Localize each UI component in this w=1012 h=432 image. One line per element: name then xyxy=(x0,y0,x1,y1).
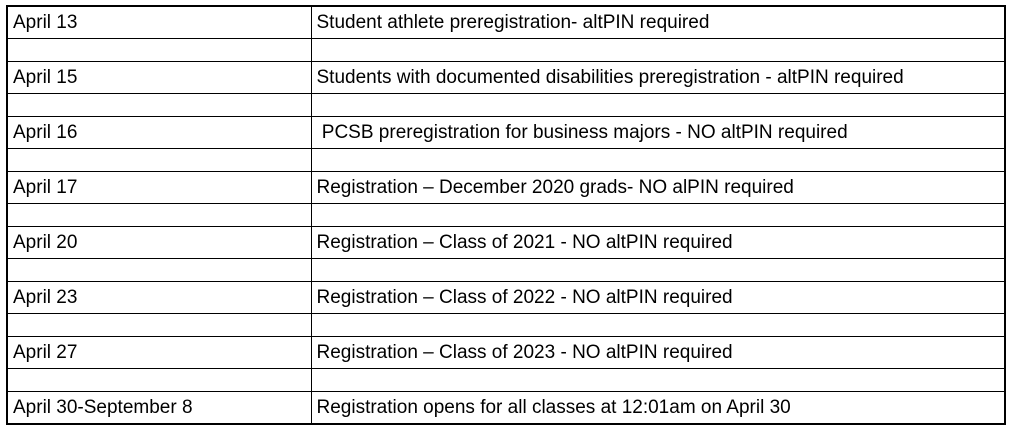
date-cell: April 27 xyxy=(7,337,311,369)
empty-cell xyxy=(311,314,1005,337)
date-cell: April 13 xyxy=(7,6,311,39)
date-cell: April 17 xyxy=(7,172,311,204)
event-cell: PCSB preregistration for business majors - NO altPIN required xyxy=(311,117,1005,149)
empty-cell xyxy=(311,259,1005,282)
table-row xyxy=(7,172,1005,204)
date-cell: April 30-September 8 xyxy=(7,392,311,425)
event-cell: Registration – Class of 2023 - NO altPIN required xyxy=(311,337,1005,369)
empty-cell xyxy=(311,369,1005,392)
empty-cell xyxy=(7,369,311,392)
empty-cell xyxy=(7,149,311,172)
empty-cell xyxy=(7,259,311,282)
table-row xyxy=(7,6,1005,39)
spacer-row xyxy=(7,314,1005,337)
event-cell: Registration – December 2020 grads- NO alPIN required xyxy=(311,172,1005,204)
spacer-row xyxy=(7,149,1005,172)
empty-cell xyxy=(311,204,1005,227)
event-cell: Registration opens for all classes at 12:01am on April 30 xyxy=(311,392,1005,425)
table-row xyxy=(7,392,1005,425)
event-cell: Student athlete preregistration- altPIN required xyxy=(311,6,1005,39)
empty-cell xyxy=(7,39,311,62)
empty-cell xyxy=(311,94,1005,117)
spacer-row xyxy=(7,204,1005,227)
empty-cell xyxy=(7,204,311,227)
registration-schedule-table xyxy=(6,5,1006,425)
empty-cell xyxy=(7,314,311,337)
event-cell: Registration – Class of 2022 - NO altPIN required xyxy=(311,282,1005,314)
date-cell: April 16 xyxy=(7,117,311,149)
table-row xyxy=(7,117,1005,149)
event-cell: Students with documented disabilities preregistration - altPIN required xyxy=(311,62,1005,94)
spacer-row xyxy=(7,259,1005,282)
empty-cell xyxy=(311,149,1005,172)
spacer-row xyxy=(7,369,1005,392)
empty-cell xyxy=(311,39,1005,62)
table-row xyxy=(7,337,1005,369)
table-row xyxy=(7,62,1005,94)
event-cell: Registration – Class of 2021 - NO altPIN required xyxy=(311,227,1005,259)
table-row xyxy=(7,227,1005,259)
empty-cell xyxy=(7,94,311,117)
date-cell: April 15 xyxy=(7,62,311,94)
date-cell: April 23 xyxy=(7,282,311,314)
spacer-row xyxy=(7,94,1005,117)
spacer-row xyxy=(7,39,1005,62)
table-row xyxy=(7,282,1005,314)
date-cell: April 20 xyxy=(7,227,311,259)
